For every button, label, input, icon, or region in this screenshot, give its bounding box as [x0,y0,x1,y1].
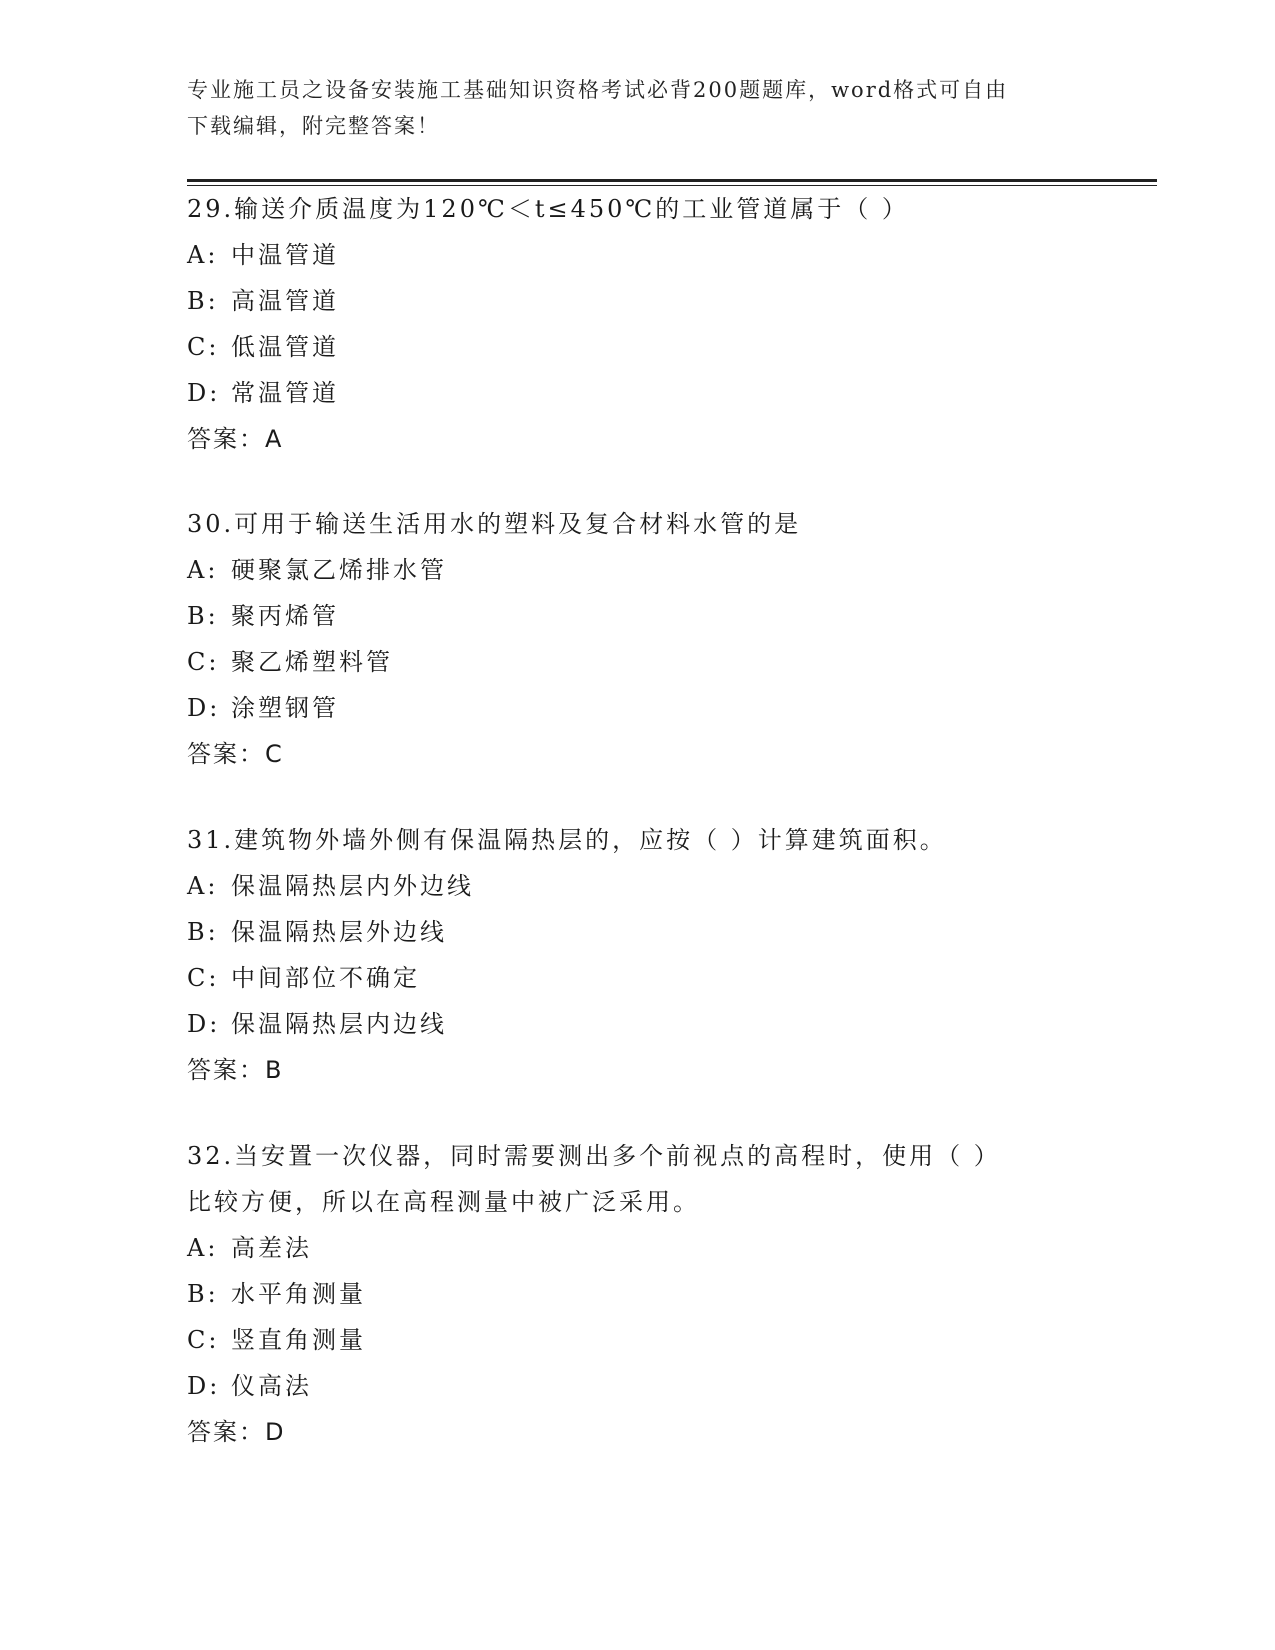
option-letter: A: [187,556,219,584]
option-letter: B: [187,287,219,315]
option-letter: C: [187,1326,220,1354]
option-text: 高温管道 [231,287,339,315]
option-letter: D: [187,379,221,407]
answer-line: 答案：C [187,740,284,768]
question-stem: 32.当安置一次仪器，同时需要测出多个前视点的高程时，使用（ ） [187,1142,1001,1170]
answer-line: 答案：A [187,425,284,453]
question-stem: 31.建筑物外墙外侧有保温隔热层的，应按（ ）计算建筑面积。 [187,826,947,854]
question-29 [187,186,1087,462]
answer-line: 答案：B [187,1056,284,1084]
option-text: 仪高法 [231,1372,312,1400]
option-text: 涂塑钢管 [231,694,339,722]
option-letter: D: [187,694,221,722]
document-header [187,72,1067,144]
option-text: 高差法 [231,1234,312,1262]
option-letter: C: [187,333,220,361]
option-letter: B: [187,602,219,630]
option-letter: A: [187,1234,219,1262]
option-letter: C: [187,964,220,992]
option-b [187,909,1087,955]
question-stem: 29.输送介质温度为120℃＜t≤450℃的工业管道属于（ ） [187,195,909,223]
option-letter: B: [187,918,219,946]
option-b [187,593,1087,639]
option-letter: A: [187,872,219,900]
option-c [187,639,1087,685]
question-stem-continued: 比较方便，所以在高程测量中被广泛采用。 [187,1188,700,1216]
option-text: 中间部位不确定 [231,964,420,992]
header-line-2: 下载编辑，附完整答案！ [187,114,440,138]
option-b [187,278,1087,324]
option-text: 中温管道 [231,241,339,269]
option-text: 保温隔热层内边线 [231,1010,447,1038]
option-text: 聚乙烯塑料管 [231,648,393,676]
option-text: 聚丙烯管 [231,602,339,630]
option-text: 保温隔热层内外边线 [231,872,474,900]
header-line-1: 专业施工员之设备安装施工基础知识资格考试必背200题题库，word格式可自由 [187,78,1009,102]
option-a [187,232,1087,278]
question-32 [187,1133,1087,1455]
option-letter: B: [187,1280,219,1308]
option-text: 硬聚氯乙烯排水管 [231,556,447,584]
option-letter: C: [187,648,220,676]
option-c [187,324,1087,370]
option-letter: A: [187,241,219,269]
option-c [187,955,1087,1001]
option-text: 保温隔热层外边线 [231,918,447,946]
option-d [187,1001,1087,1047]
question-stem: 30.可用于输送生活用水的塑料及复合材料水管的是 [187,510,802,538]
option-d [187,1363,1087,1409]
option-a [187,1225,1087,1271]
option-b [187,1271,1087,1317]
header-divider-thick [187,179,1157,182]
option-letter: D: [187,1372,221,1400]
question-31 [187,817,1087,1093]
option-a [187,863,1087,909]
option-d [187,685,1087,731]
option-c [187,1317,1087,1363]
question-30 [187,501,1087,777]
option-a [187,547,1087,593]
option-text: 常温管道 [231,379,339,407]
option-d [187,370,1087,416]
option-text: 水平角测量 [231,1280,366,1308]
option-text: 低温管道 [231,333,339,361]
answer-line: 答案：D [187,1418,286,1446]
option-text: 竖直角测量 [231,1326,366,1354]
option-letter: D: [187,1010,221,1038]
